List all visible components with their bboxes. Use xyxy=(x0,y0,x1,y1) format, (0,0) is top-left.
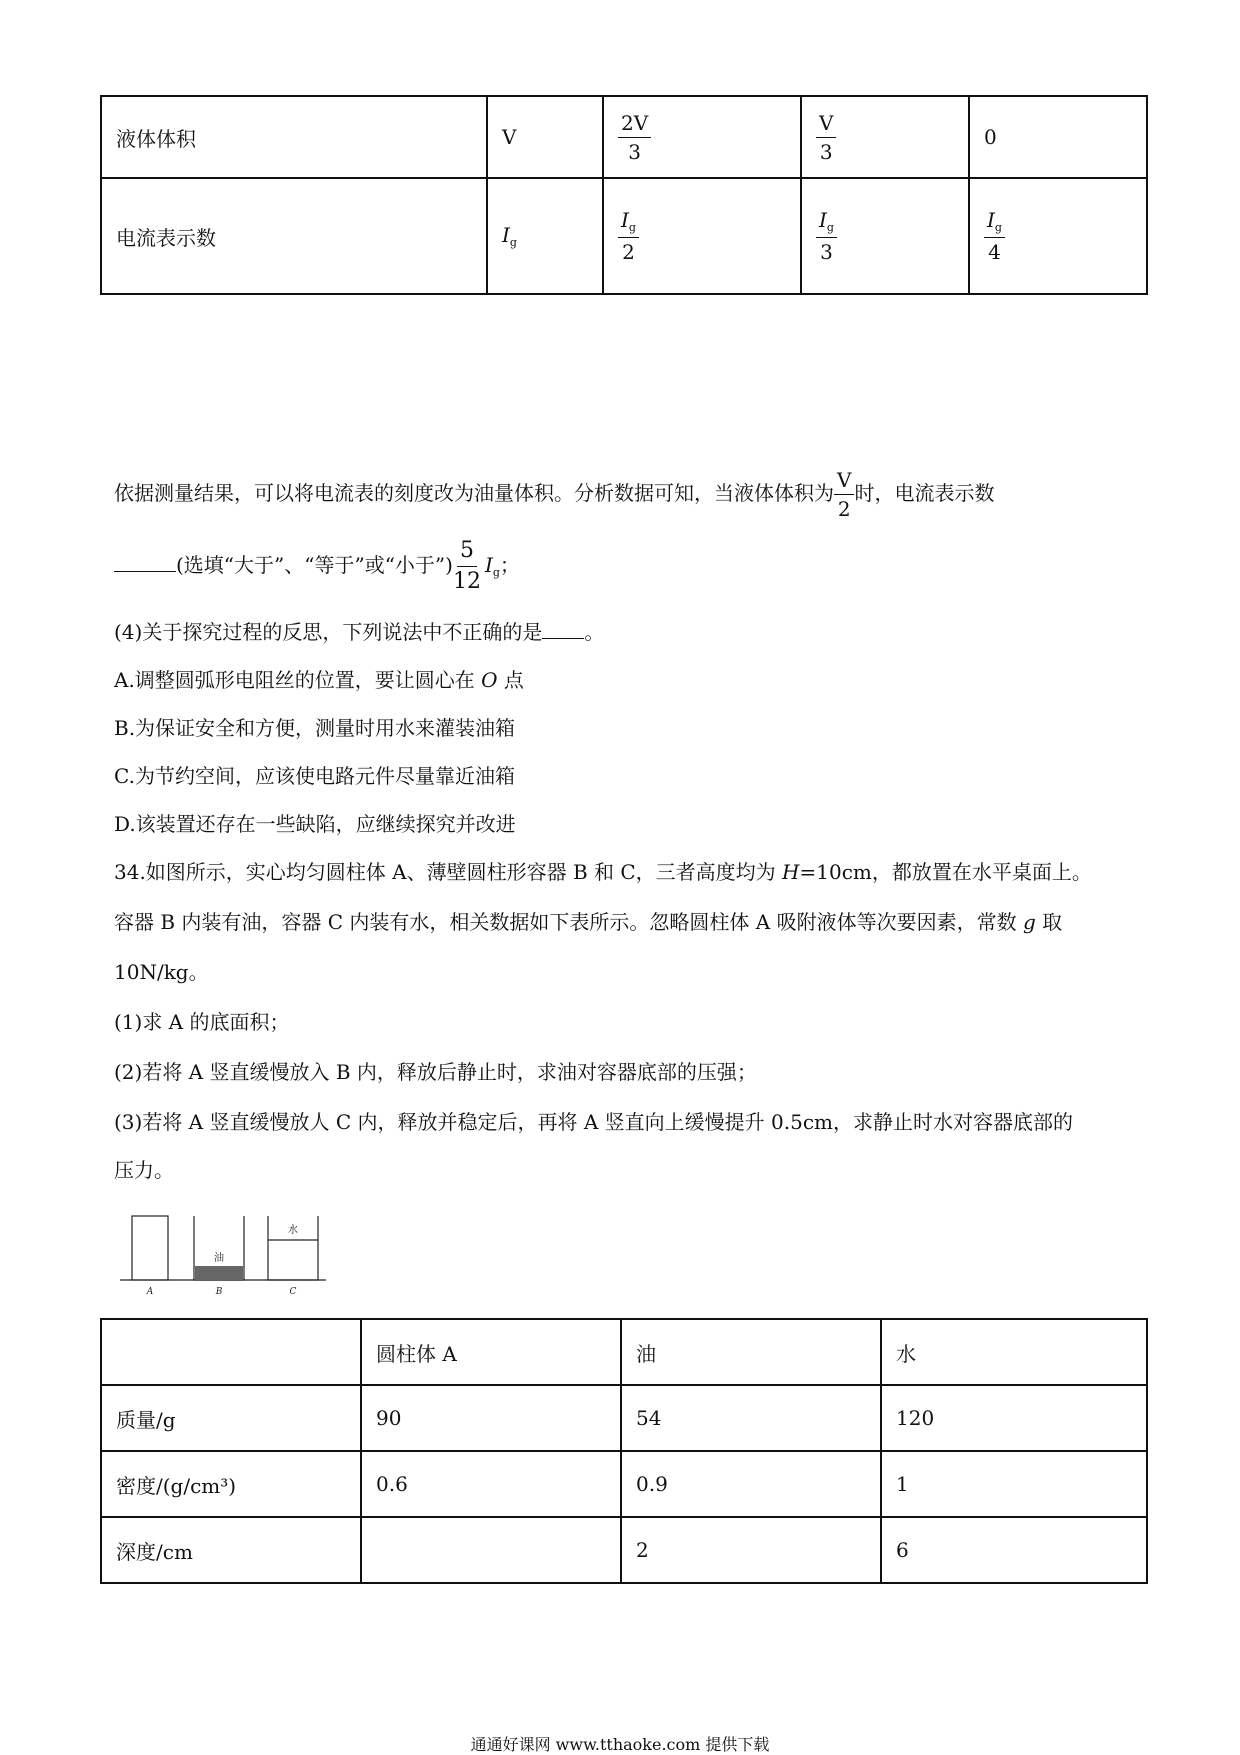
cell-v3 xyxy=(801,96,969,178)
q4-option-c: C.为节约空间，应该使电路元件尽量靠近油箱 xyxy=(114,764,515,788)
fraction-v-2: $\frac{V}{2}$ xyxy=(834,470,854,519)
cylinder-a xyxy=(132,1216,168,1280)
answer-blank xyxy=(114,551,176,572)
q4-option-b: B.为保证安全和方便，测量时用水来灌装油箱 xyxy=(114,716,516,740)
cell-2v3 xyxy=(603,96,801,178)
water-label: 水 xyxy=(288,1225,298,1236)
oil-label: 油 xyxy=(214,1253,224,1264)
page-footer: 通通好课网 www.tthaoke.com 提供下载 xyxy=(470,1735,770,1754)
table-row xyxy=(101,178,1147,294)
oil-layer xyxy=(195,1266,243,1280)
table-row xyxy=(101,96,1147,178)
q34-line2: 容器 B 内装有油，容器 C 内装有水，相关数据如下表所示。忽略圆柱体 A 吸附液体等次要因素，常数 g 取 xyxy=(114,910,1063,934)
label-b: B xyxy=(215,1287,223,1296)
q34-sub4: 压力。 xyxy=(114,1158,174,1182)
cell-ig-2: $\frac{I_g}{2}$ xyxy=(603,178,801,294)
row-label: 液体体积 xyxy=(101,96,487,178)
q34-sub3: (3)若将 A 竖直缓慢放人 C 内，释放并稳定后，再将 A 竖直向上缓慢提升 0.5cm，求静止时水对容器底部的 xyxy=(114,1110,1073,1134)
q4-option-a: A.调整圆弧形电阻丝的位置，要让圆心在 O 点 xyxy=(114,668,524,692)
cell-ig-4: $\frac{I_g}{4}$ xyxy=(969,178,1147,294)
fraction: $\frac{V}{3}$ xyxy=(816,113,836,162)
fraction: $\frac{2V}{3}$ xyxy=(618,113,651,162)
q34-line3: 10N/kg。 xyxy=(114,960,209,984)
q34-line1: 34.如图所示，实心均匀圆柱体 A、薄壁圆柱形容器 B 和 C，三者高度均为 H=10cm，都放置在水平桌面上。 xyxy=(114,860,1092,884)
properties-table xyxy=(100,1318,1148,1584)
containers-figure xyxy=(118,1200,328,1296)
table-row: 深度/cm 2 6 xyxy=(101,1517,1147,1583)
analysis-paragraph: 依据测量结果，可以将电流表的刻度改为油量体积。分析数据可知，当液体体积为 $\frac{V}{2}$ 时，电流表示数 xyxy=(114,468,995,521)
q4-option-d: D.该装置还存在一些缺陷，应继续探究并改进 xyxy=(114,812,516,836)
analysis-paragraph-cont: (选填“大于”、“等于”或“小于”) $\frac{5}{12}$ $I_g$； xyxy=(114,540,520,593)
q34-sub1: (1)求 A 的底面积； xyxy=(114,1010,290,1034)
q4-stem: (4)关于探究过程的反思，下列说法中不正确的是 。 xyxy=(114,620,605,644)
table-row: 质量/g 90 54 120 xyxy=(101,1385,1147,1451)
cell-ig: $I_g$ xyxy=(487,178,603,294)
table-row: 圆柱体 A 油 水 xyxy=(101,1319,1147,1385)
label-a: A xyxy=(146,1287,154,1296)
q34-sub2: (2)若将 A 竖直缓慢放入 B 内，释放后静止时，求油对容器底部的压强； xyxy=(114,1060,757,1084)
cell-ig-3: $\frac{I_g}{3}$ xyxy=(801,178,969,294)
answer-blank xyxy=(542,618,584,639)
fraction-5-12: $\frac{5}{12}$ xyxy=(452,538,481,594)
cell-v: V xyxy=(487,96,603,178)
label-c: C xyxy=(289,1287,297,1296)
liquid-current-table xyxy=(100,95,1148,295)
cell-zero: 0 xyxy=(969,96,1147,178)
table-row: 密度/(g/cm³) 0.6 0.9 1 xyxy=(101,1451,1147,1517)
row-label: 电流表示数 xyxy=(101,178,487,294)
